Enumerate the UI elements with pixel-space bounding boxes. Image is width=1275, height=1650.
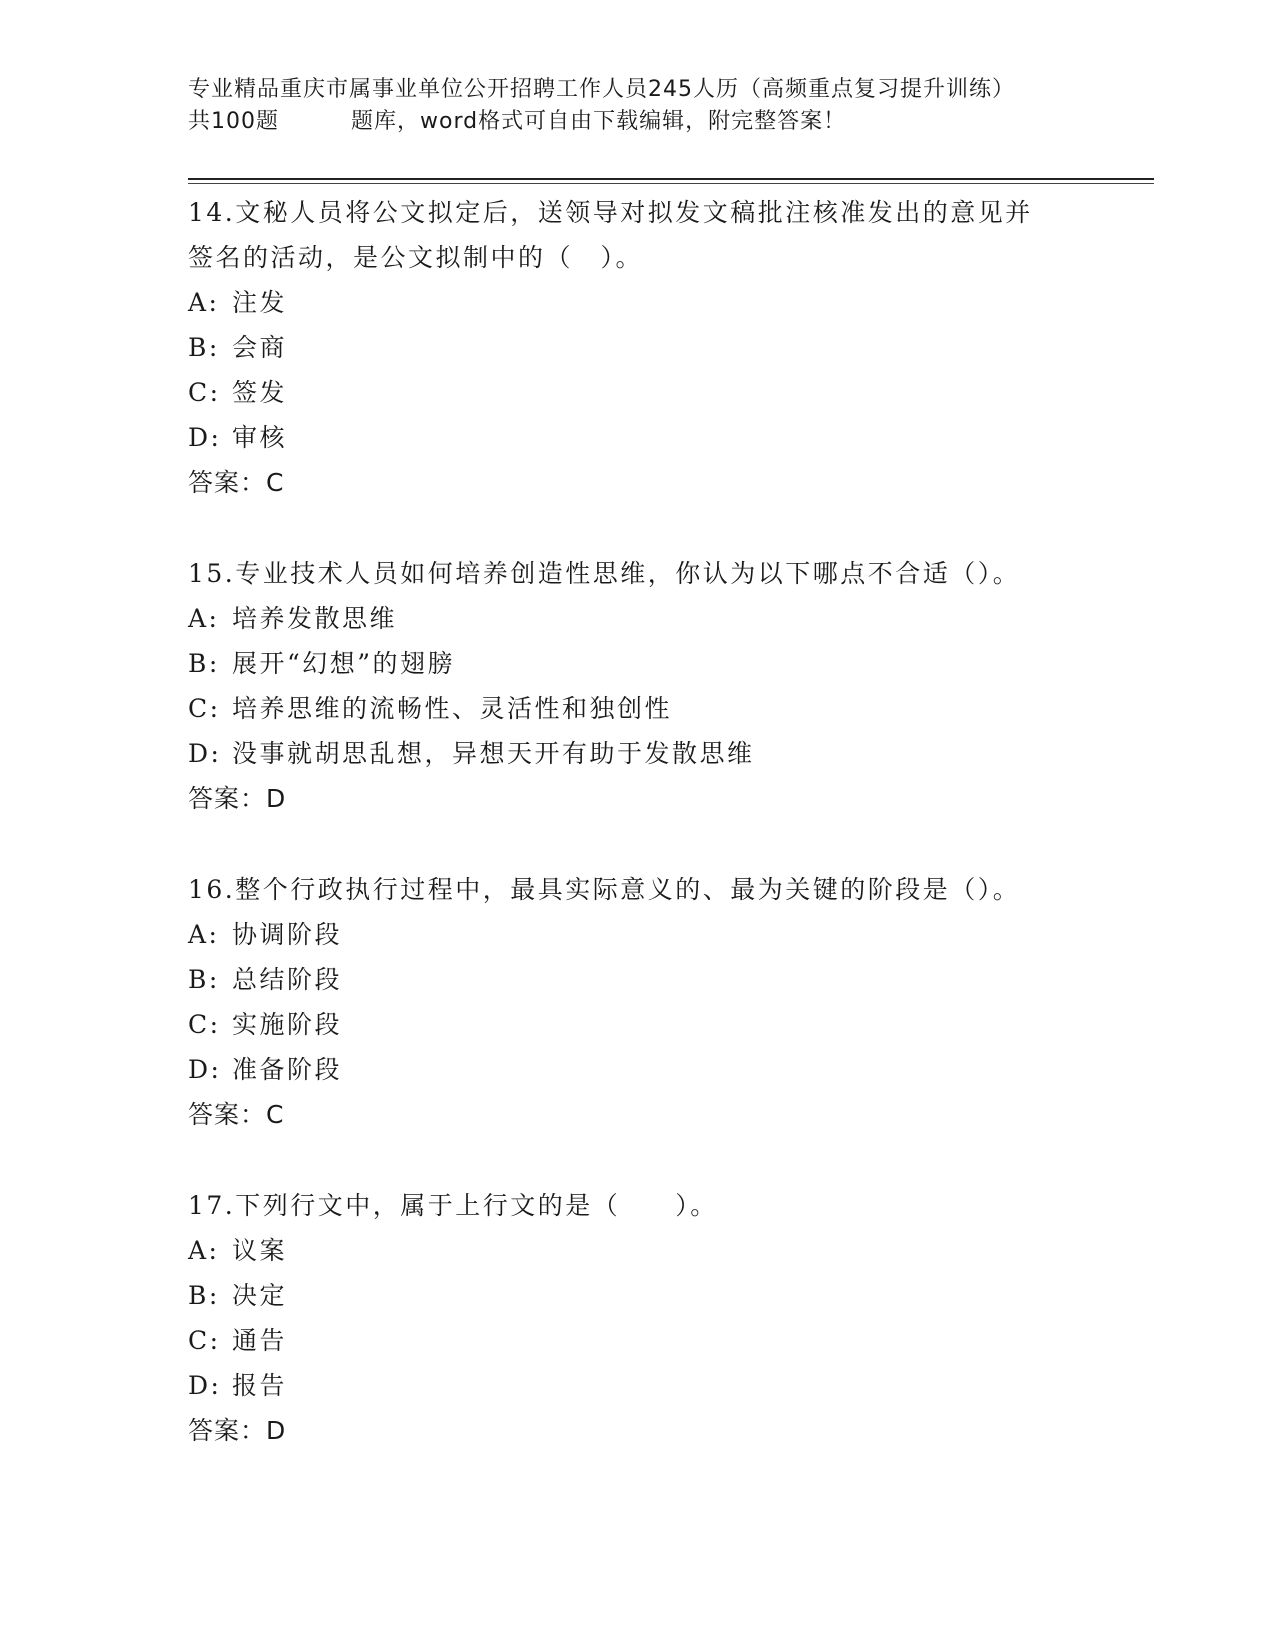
option-b <box>188 1273 1148 1318</box>
option-c <box>188 370 1148 415</box>
option-key: B: <box>188 965 220 994</box>
option-c <box>188 1318 1148 1363</box>
question-14 <box>188 190 1148 505</box>
option-a <box>188 596 1148 641</box>
option-key: D: <box>188 739 222 768</box>
question-stem-line: 签名的活动，是公文拟制中的（ ）。 <box>188 243 644 272</box>
option-d <box>188 1047 1148 1092</box>
option-a <box>188 912 1148 957</box>
question-stem <box>188 551 1148 596</box>
option-b <box>188 325 1148 370</box>
option-key: B: <box>188 1281 220 1310</box>
option-text: 展开“幻想”的翅膀 <box>232 649 456 678</box>
question-16 <box>188 867 1148 1137</box>
option-c <box>188 1002 1148 1047</box>
option-text: 签发 <box>232 378 288 407</box>
option-key: D: <box>188 1371 222 1400</box>
option-text: 实施阶段 <box>232 1010 343 1039</box>
header-format-note: 题库，word格式可自由下载编辑，附完整答案！ <box>351 109 847 134</box>
option-text: 准备阶段 <box>232 1055 343 1084</box>
option-key: D: <box>188 1055 222 1084</box>
option-b <box>188 641 1148 686</box>
option-text: 总结阶段 <box>232 965 343 994</box>
question-stem-line: 17.下列行文中，属于上行文的是（ ）。 <box>188 1191 718 1220</box>
option-key: A: <box>188 1236 220 1265</box>
option-key: A: <box>188 604 220 633</box>
option-key: D: <box>188 423 222 452</box>
header-subtitle <box>188 106 1148 138</box>
header-divider-thick <box>188 178 1154 180</box>
header-question-count: 共100题 <box>188 109 279 134</box>
header-divider-thin <box>188 183 1154 184</box>
option-text: 注发 <box>232 288 288 317</box>
answer: 答案：C <box>188 468 285 497</box>
question-stem <box>188 1183 1148 1228</box>
option-text: 报告 <box>232 1371 288 1400</box>
option-a <box>188 280 1148 325</box>
option-d <box>188 415 1148 460</box>
question-17 <box>188 1183 1148 1453</box>
option-key: A: <box>188 288 220 317</box>
option-key: B: <box>188 649 220 678</box>
option-b <box>188 957 1148 1002</box>
option-text: 培养思维的流畅性、灵活性和独创性 <box>232 694 673 723</box>
option-d <box>188 1363 1148 1408</box>
question-stem-line: 16.整个行政执行过程中，最具实际意义的、最为关键的阶段是（）。 <box>188 875 1021 904</box>
option-text: 决定 <box>232 1281 288 1310</box>
option-text: 没事就胡思乱想，异想天开有助于发散思维 <box>232 739 755 768</box>
question-stem <box>188 867 1148 912</box>
option-text: 议案 <box>232 1236 288 1265</box>
option-text: 审核 <box>232 423 288 452</box>
option-text: 通告 <box>232 1326 288 1355</box>
question-stem <box>188 190 1148 280</box>
option-text: 培养发散思维 <box>232 604 398 633</box>
option-c <box>188 686 1148 731</box>
option-key: C: <box>188 694 221 723</box>
question-15 <box>188 551 1148 821</box>
option-key: A: <box>188 920 220 949</box>
question-list <box>188 190 1148 1499</box>
answer: 答案：D <box>188 1416 287 1445</box>
option-text: 会商 <box>232 333 288 362</box>
option-key: C: <box>188 378 221 407</box>
option-d <box>188 731 1148 776</box>
answer: 答案：C <box>188 1100 285 1129</box>
option-key: B: <box>188 333 220 362</box>
question-stem-line: 15.专业技术人员如何培养创造性思维，你认为以下哪点不合适（）。 <box>188 559 1021 588</box>
answer: 答案：D <box>188 784 287 813</box>
option-text: 协调阶段 <box>232 920 343 949</box>
question-stem-line: 14.文秘人员将公文拟定后，送领导对拟发文稿批注核准发出的意见并 <box>188 198 1033 227</box>
document-header <box>188 74 1148 138</box>
header-title: 专业精品重庆市属事业单位公开招聘工作人员245人历（高频重点复习提升训练） <box>188 77 1015 102</box>
option-key: C: <box>188 1010 221 1039</box>
option-a <box>188 1228 1148 1273</box>
option-key: C: <box>188 1326 221 1355</box>
